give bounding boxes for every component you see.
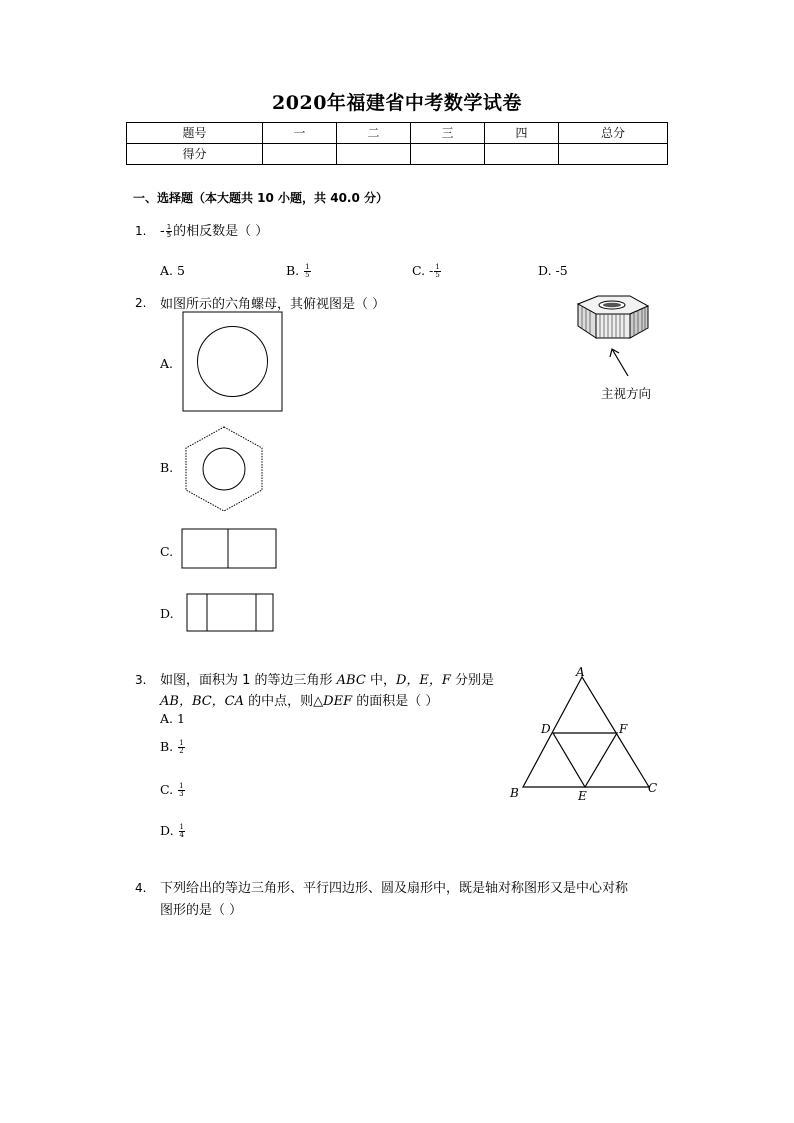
vertex-a-label: A [576, 665, 585, 679]
q3-option-b: B. $\frac{1}{2}$ [160, 739, 184, 755]
question-3-line-2: AB，BC，CA 的中点，则△DEF 的面积是（ ） [160, 694, 439, 709]
question-number: 2. [135, 296, 147, 310]
q1-text: 的相反数是（ ） [173, 224, 269, 239]
vertex-f-label: F [619, 722, 628, 736]
score-header-cell: 题号 [127, 123, 263, 144]
q1-option-b: B. $\frac{1}{5}$ [286, 263, 310, 279]
q1-option-d: D. -5 [538, 263, 568, 278]
score-cell [337, 144, 411, 165]
score-table-header-row [127, 123, 668, 144]
q1-option-a: A. 5 [160, 263, 185, 278]
triangle-abc-figure [505, 662, 665, 804]
q2-option-b-figure [182, 425, 266, 513]
question-2-text: 如图所示的六角螺母，其俯视图是（ ） [160, 297, 386, 312]
q2-option-d-label: D. [160, 606, 174, 621]
score-header-cell: 三 [411, 123, 485, 144]
question-3-line-1: 如图，面积为 1 的等边三角形 ABC 中，D，E，F 分别是 [160, 673, 495, 688]
score-row-label: 得分 [127, 144, 263, 165]
q3-option-a: A. 1 [160, 711, 185, 726]
score-cell [559, 144, 668, 165]
score-header-cell: 总分 [559, 123, 668, 144]
view-direction-label: 主视方向 [601, 386, 652, 401]
page-title: 2020年福建省中考数学试卷 [272, 92, 522, 114]
score-cell [263, 144, 337, 165]
q1-option-c: C. - $\frac{1}{5}$ [412, 263, 440, 279]
hex-nut-figure [570, 292, 660, 382]
q2-option-d-figure [186, 593, 276, 633]
score-header-cell: 一 [263, 123, 337, 144]
score-table-score-row [127, 144, 668, 165]
q3-option-d: D. $\frac{1}{4}$ [160, 823, 185, 839]
q2-option-b-label: B. [160, 460, 174, 475]
vertex-b-label: B [510, 786, 519, 800]
question-1-text [160, 220, 268, 239]
q2-option-c-label: C. [160, 544, 174, 559]
score-header-cell: 二 [337, 123, 411, 144]
question-4-line-2: 图形的是（ ） [160, 903, 243, 918]
score-table [126, 122, 668, 165]
question-4-line-1: 下列给出的等边三角形、平行四边形、圆及扇形中，既是轴对称图形又是中心对称 [160, 881, 629, 896]
vertex-e-label: E [578, 789, 587, 803]
question-number: 4. [135, 881, 147, 895]
vertex-d-label: D [541, 722, 551, 736]
question-number: 3. [135, 673, 147, 687]
vertex-c-label: C [648, 781, 658, 795]
q2-option-a-figure [182, 311, 284, 413]
q1-fraction: $\frac{1}{5}$ [166, 223, 172, 239]
score-cell [485, 144, 559, 165]
q3-option-c: C. $\frac{1}{3}$ [160, 782, 184, 798]
score-header-cell: 四 [485, 123, 559, 144]
section-heading: 一、选择题（本大题共 10 小题，共 40.0 分） [133, 191, 389, 205]
q2-option-c-figure [181, 528, 278, 570]
question-number: 1. [135, 224, 147, 238]
q2-option-a-label: A. [160, 356, 174, 371]
q1-sign: - [160, 224, 165, 239]
score-cell [411, 144, 485, 165]
